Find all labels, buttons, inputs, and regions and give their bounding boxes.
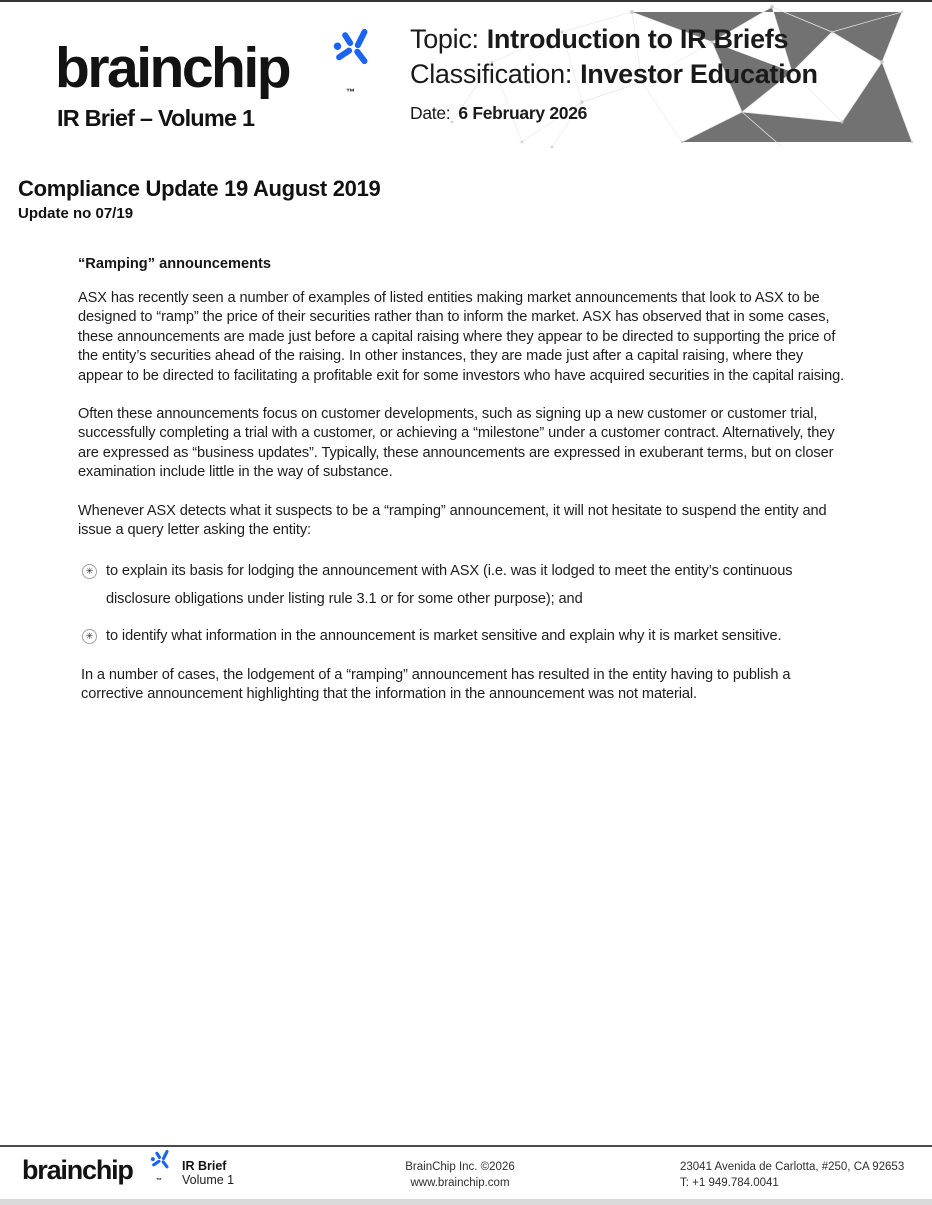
footer-company-info [370, 1160, 550, 1191]
paragraph: ASX has recently seen a number of examples of listed entities making market announcements that look to ASX to be designed to “ramp” the price of their securities rather than to inform the market. ASX has observed that in some cases, these announcements are made just before a capital raising where they appear to be directed to supporting the price of the entity’s securities ahead of the raising. In other instances, they are made just after a capital raising, where they appear to be directed to facilitating a profitable exit for some investors who have acquired securities in the capital raising. [78, 290, 845, 384]
bullet-text: to explain its basis for lodging the announcement with ASX (i.e. was it lodged to meet the entity’s continuous disclosure obligations under listing rule 3.1 or for some other purpose); and [106, 563, 793, 607]
list-item [82, 558, 850, 613]
paragraph: Whenever ASX detects what it suspects to be a “ramping” announcement, it will not hesitate to suspend the entity and issue a query letter asking the entity: [78, 502, 827, 539]
date-value: 6 February 2026 [458, 103, 588, 123]
document-content [78, 256, 850, 724]
topic-line [410, 22, 818, 57]
title-block [18, 176, 380, 222]
brainchip-wordmark: brainchip [22, 1155, 133, 1185]
list-item [82, 623, 850, 651]
brainchip-spark-icon [332, 27, 376, 71]
footer-volume-label: Volume 1 [182, 1173, 235, 1187]
trademark-mark: ™ [156, 1178, 162, 1184]
topic-value: Introduction to IR Briefs [486, 24, 789, 54]
footer-brief-volume [182, 1159, 234, 1187]
closing-paragraph: In a number of cases, the lodgement of a “ramping” announcement has resulted in the entity having to publish a corrective announcement highlighting that the information in the announcement was not material. [81, 666, 791, 703]
company-website: www.brainchip.com [410, 1176, 510, 1189]
brief-volume-label: IR Brief – Volume 1 [57, 105, 255, 131]
section-heading: “Ramping” announcements [78, 256, 271, 272]
footer-divider-rule [0, 1145, 932, 1147]
company-copyright: BrainChip Inc. ©2026 [405, 1161, 515, 1173]
header-meta [410, 22, 818, 124]
document-subtitle: Update no 07/19 [18, 205, 134, 222]
bullet-text: to identify what information in the announcement is market sensitive and explain why it is market sensitive. [106, 628, 782, 645]
document-title: Compliance Update 19 August 2019 [18, 176, 381, 201]
bullet-list [82, 558, 850, 651]
date-label: Date: [410, 103, 451, 123]
date-line [410, 102, 818, 124]
brainchip-spark-icon [150, 1149, 173, 1172]
asterisk-bullet-icon: ✳ [82, 629, 97, 644]
footer-brand-logo [22, 1155, 322, 1187]
classification-label: Classification: [410, 59, 573, 89]
brainchip-wordmark: brainchip [55, 36, 290, 100]
classification-line [410, 57, 818, 92]
asterisk-bullet-icon: ✳ [82, 564, 97, 579]
topic-label: Topic: [410, 24, 479, 54]
paragraph: Often these announcements focus on customer developments, such as signing up a new customer or customer trial, successfully completing a trial with a customer, or achieving a “milestone” under a customer contract. Alternatively, they are expressed as “business updates”. Typically, these announcements are expressed in exuberant terms, but on closer examination include little in the way of substance. [78, 406, 835, 481]
trademark-mark: ™ [346, 87, 355, 97]
company-address: 23041 Avenida de Carlotta, #250, CA 92653 [680, 1161, 905, 1173]
footer-brief-label: IR Brief [182, 1159, 227, 1173]
company-phone: T: +1 949.784.0041 [680, 1177, 779, 1189]
bottom-edge-strip [0, 1199, 932, 1205]
footer-contact-info [680, 1159, 904, 1191]
classification-value: Investor Education [580, 59, 818, 89]
